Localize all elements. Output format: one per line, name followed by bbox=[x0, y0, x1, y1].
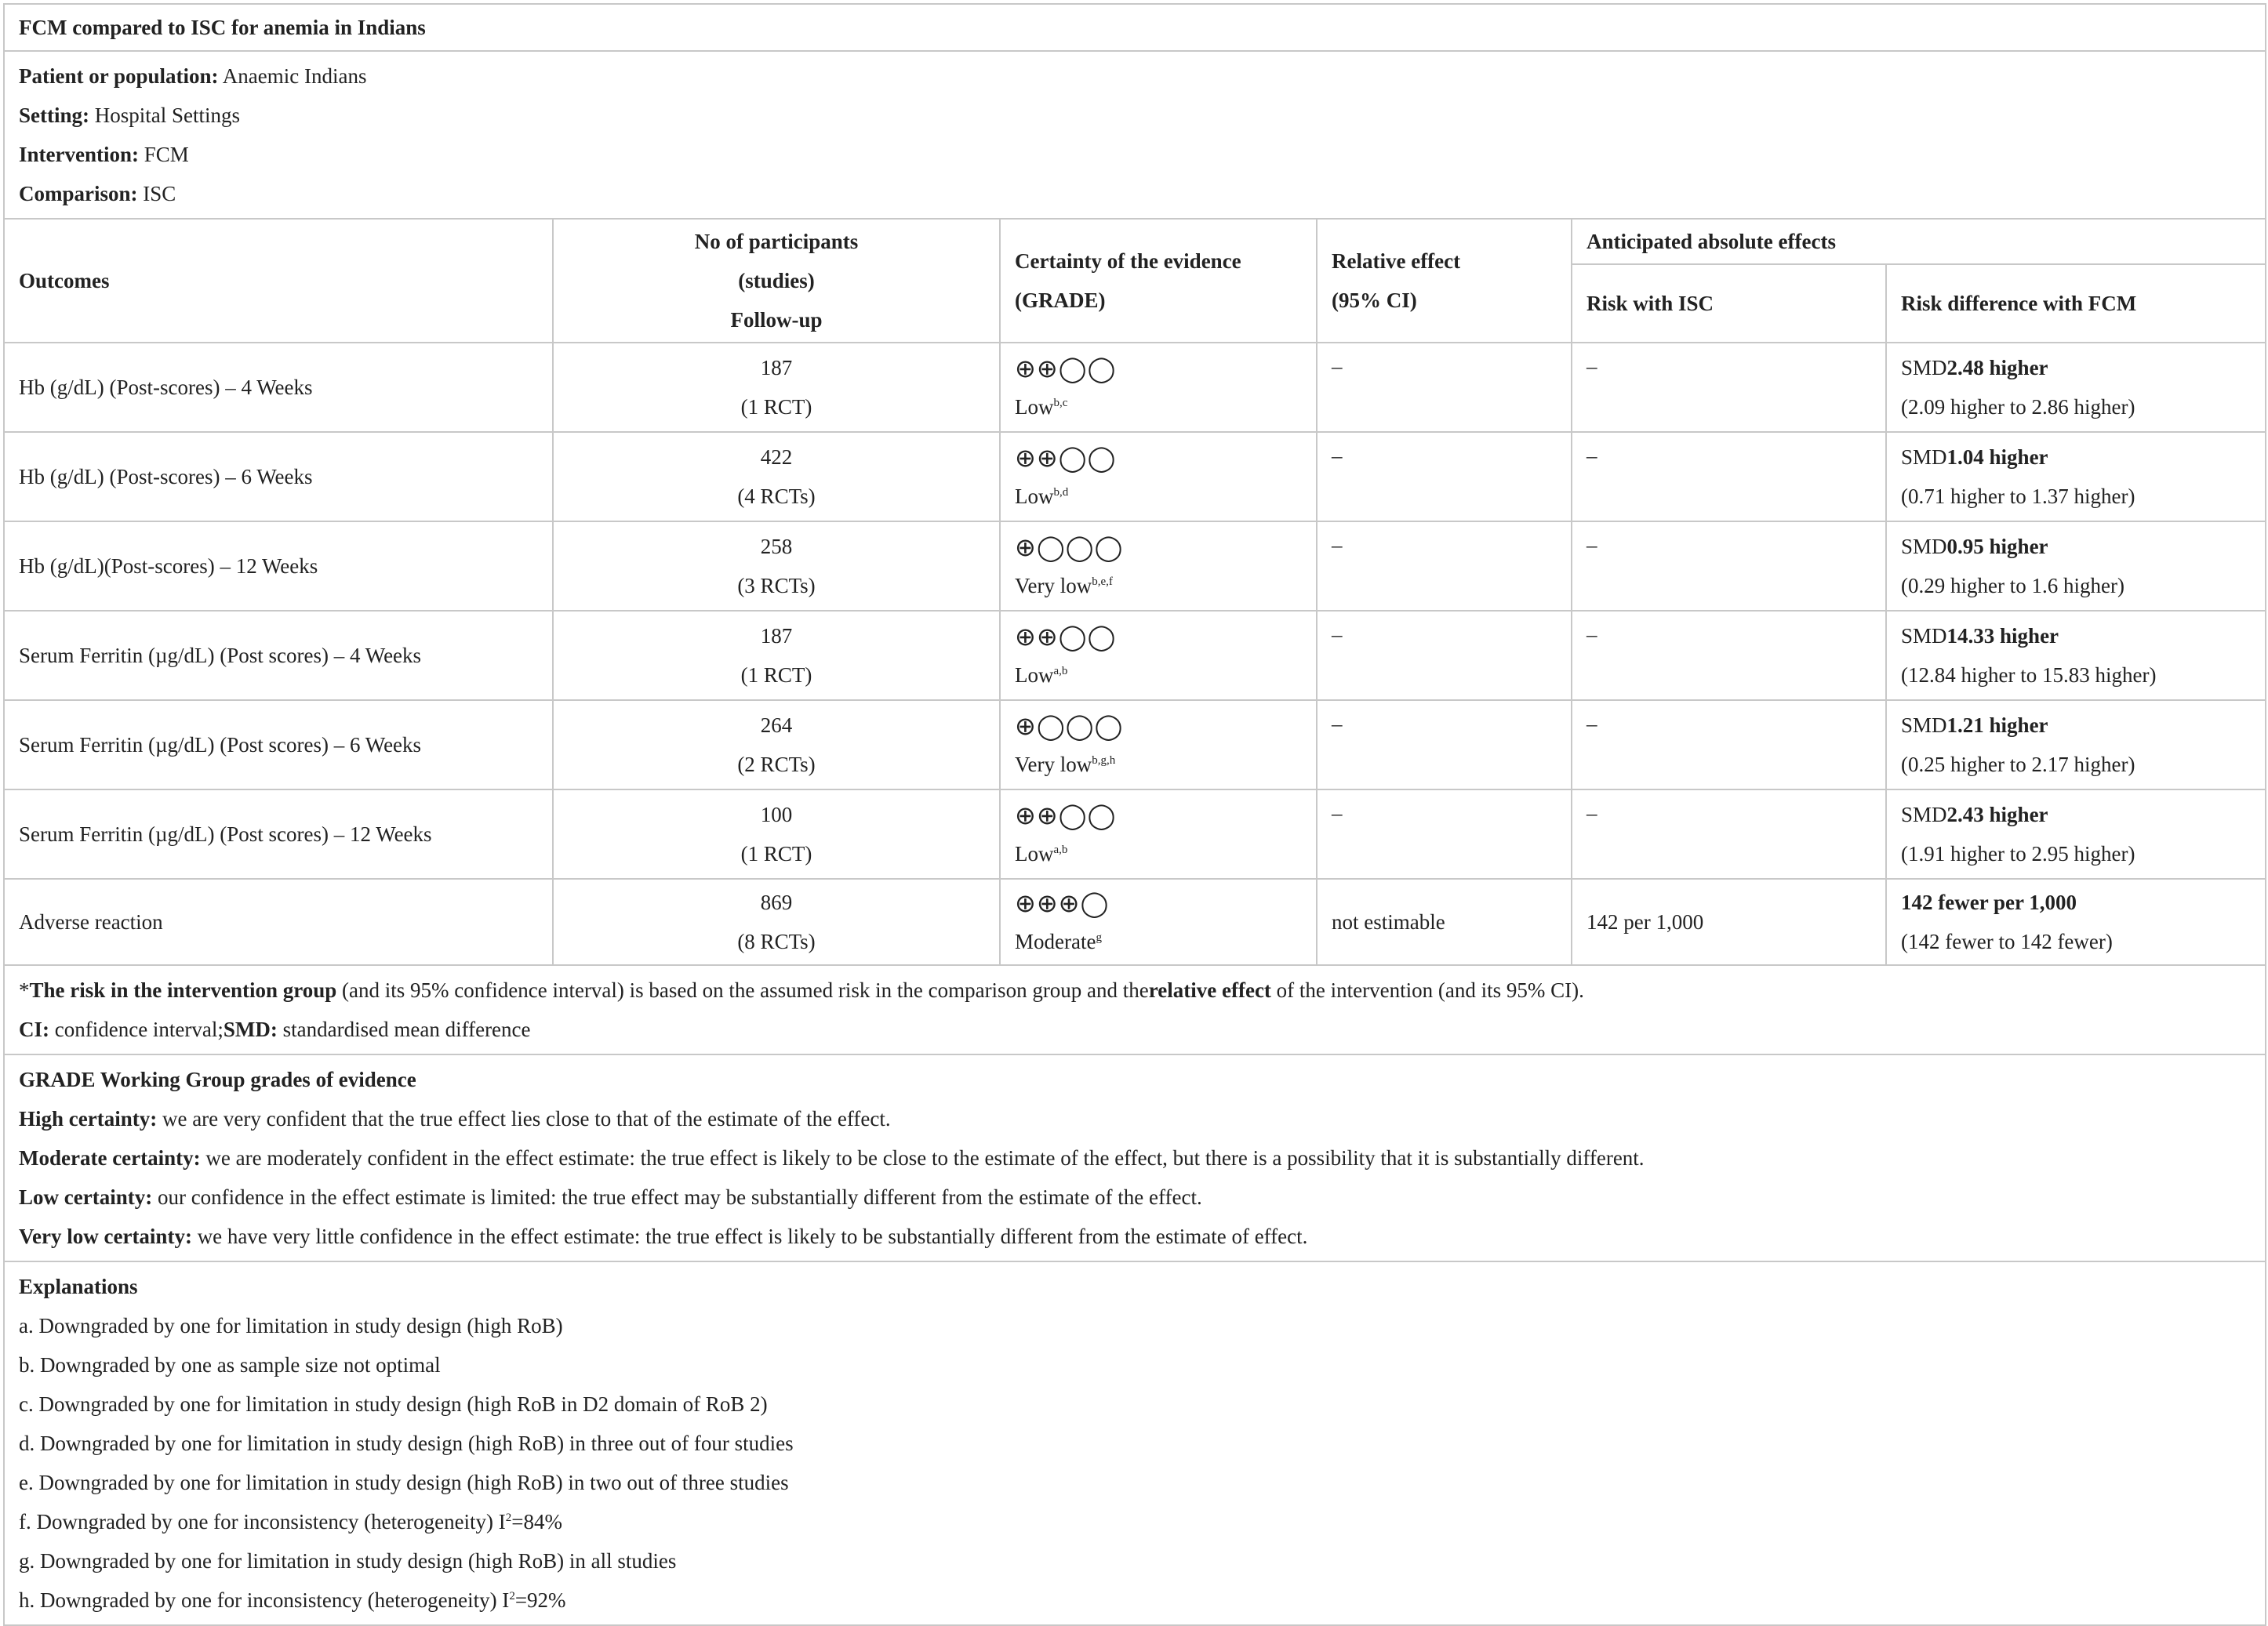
setting-label: Setting: bbox=[19, 103, 89, 127]
risk-difference-value: 1.04 higher bbox=[1946, 445, 2048, 469]
outcome-row bbox=[4, 343, 2266, 432]
header-certainty-line2: (GRADE) bbox=[1015, 289, 1106, 312]
comparison-label: Comparison: bbox=[19, 182, 138, 205]
explanation-superscript: 2 bbox=[505, 1512, 512, 1524]
certainty-label: Very low bbox=[1015, 574, 1092, 597]
certainty-footnote-refs: b,c bbox=[1053, 397, 1068, 409]
footnote-abbrev-line bbox=[19, 1010, 2251, 1049]
risk-isc-cell: – bbox=[1572, 521, 1886, 611]
footnote-text-2: of the intervention (and its 95% CI). bbox=[1270, 978, 1584, 1002]
certainty-footnote-refs: b,d bbox=[1053, 486, 1069, 499]
header-participants bbox=[553, 219, 1000, 343]
outcome-row bbox=[4, 611, 2266, 700]
certainty-label: Moderate bbox=[1015, 930, 1096, 953]
explanation-text: h. Downgraded by one for inconsistency (heterogeneity) I bbox=[19, 1588, 510, 1612]
certainty-cell bbox=[1000, 789, 1317, 879]
certainty-label: Low bbox=[1015, 663, 1054, 687]
risk-difference-cell bbox=[1886, 879, 2266, 965]
risk-difference-value: 2.43 higher bbox=[1946, 803, 2048, 826]
explanation-items bbox=[19, 1306, 2251, 1620]
participants-count: 264 bbox=[760, 713, 793, 737]
outcome-row bbox=[4, 521, 2266, 611]
header-certainty-line1: Certainty of the evidence bbox=[1015, 249, 1241, 273]
header-relative-line2: (95% CI) bbox=[1332, 289, 1417, 312]
explanation-item bbox=[19, 1463, 2251, 1502]
footnote-star: * bbox=[19, 978, 30, 1002]
relative-effect-cell: – bbox=[1317, 521, 1572, 611]
risk-difference-prefix: SMD bbox=[1901, 624, 1947, 648]
participants-count: 187 bbox=[760, 356, 793, 379]
grade-text: our confidence in the effect estimate is limited: the true effect may be substantially different from the estimate of the effect. bbox=[152, 1185, 1202, 1209]
explanation-tail: =92% bbox=[514, 1588, 566, 1612]
explanation-text: a. Downgraded by one for limitation in study design (high RoB) bbox=[19, 1314, 563, 1337]
outcome-cell: Serum Ferritin (µg/dL) (Post scores) – 12 Weeks bbox=[4, 789, 553, 879]
grade-text: we are very confident that the true effect lies close to that of the estimate of the effect. bbox=[157, 1107, 891, 1131]
certainty-footnote-refs: a,b bbox=[1053, 844, 1068, 856]
certainty-label: Low bbox=[1015, 485, 1054, 508]
participants-cell bbox=[553, 611, 1000, 700]
explanation-item bbox=[19, 1385, 2251, 1424]
risk-difference-prefix: SMD bbox=[1901, 713, 1947, 737]
explanation-item bbox=[19, 1306, 2251, 1345]
ci-label: CI: bbox=[19, 1018, 49, 1041]
certainty-footnote-refs: a,b bbox=[1053, 665, 1068, 677]
grade-heading: GRADE Working Group grades of evidence bbox=[19, 1068, 416, 1091]
grade-item bbox=[19, 1217, 2251, 1256]
explanation-item bbox=[19, 1502, 2251, 1541]
table-title: FCM compared to ISC for anemia in Indians bbox=[4, 4, 2266, 51]
studies-count: (4 RCTs) bbox=[737, 485, 816, 508]
certainty-symbols-icon: ⊕⊕◯◯ bbox=[1015, 622, 1117, 651]
explanations-block bbox=[4, 1261, 2266, 1625]
risk-difference-range: (12.84 higher to 15.83 higher) bbox=[1901, 663, 2157, 687]
certainty-symbols-icon: ⊕◯◯◯ bbox=[1015, 711, 1124, 741]
certainty-symbols-icon: ⊕⊕◯◯ bbox=[1015, 800, 1117, 830]
outcome-row bbox=[4, 879, 2266, 965]
certainty-cell bbox=[1000, 521, 1317, 611]
risk-difference-range: (2.09 higher to 2.86 higher) bbox=[1901, 395, 2135, 419]
risk-isc-cell: – bbox=[1572, 611, 1886, 700]
grade-items bbox=[19, 1099, 2251, 1256]
risk-difference-range: (0.25 higher to 2.17 higher) bbox=[1901, 753, 2135, 776]
header-certainty bbox=[1000, 219, 1317, 343]
studies-count: (1 RCT) bbox=[740, 842, 812, 866]
risk-difference-cell bbox=[1886, 521, 2266, 611]
footnote-text-1: (and its 95% confidence interval) is based on the assumed risk in the comparison group and the bbox=[336, 978, 1149, 1002]
risk-isc-cell: 142 per 1,000 bbox=[1572, 879, 1886, 965]
explanation-item bbox=[19, 1581, 2251, 1620]
risk-difference-cell bbox=[1886, 611, 2266, 700]
outcome-cell: Adverse reaction bbox=[4, 879, 553, 965]
studies-count: (2 RCTs) bbox=[737, 753, 816, 776]
risk-isc-cell: – bbox=[1572, 700, 1886, 789]
setting-value: Hospital Settings bbox=[94, 103, 241, 127]
relative-effect-cell: – bbox=[1317, 700, 1572, 789]
explanation-item bbox=[19, 1345, 2251, 1385]
explanation-text: b. Downgraded by one as sample size not optimal bbox=[19, 1353, 441, 1377]
explanation-text: f. Downgraded by one for inconsistency (heterogeneity) I bbox=[19, 1510, 506, 1533]
studies-count: (8 RCTs) bbox=[737, 930, 816, 953]
certainty-symbols-icon: ⊕⊕◯◯ bbox=[1015, 443, 1117, 473]
footnote-bold-risk: The risk in the intervention group bbox=[29, 978, 337, 1002]
outcome-row bbox=[4, 432, 2266, 521]
explanation-item bbox=[19, 1424, 2251, 1463]
certainty-cell bbox=[1000, 700, 1317, 789]
risk-difference-value: 14.33 higher bbox=[1946, 624, 2059, 648]
certainty-cell bbox=[1000, 432, 1317, 521]
participants-cell bbox=[553, 789, 1000, 879]
patient-label: Patient or population: bbox=[19, 64, 219, 88]
header-risk-difference: Risk difference with FCM bbox=[1886, 264, 2266, 343]
participants-count: 258 bbox=[760, 535, 793, 558]
certainty-footnote-refs: b,e,f bbox=[1092, 575, 1113, 588]
risk-difference-cell bbox=[1886, 700, 2266, 789]
smd-text: standardised mean difference bbox=[277, 1018, 531, 1041]
participants-count: 187 bbox=[760, 624, 793, 648]
grade-text: we have very little confidence in the effect estimate: the true effect is likely to be substantially different from the estimate of effect. bbox=[191, 1225, 1308, 1248]
risk-difference-range: (0.29 higher to 1.6 higher) bbox=[1901, 574, 2124, 597]
footnote-bold-relative: relative effect bbox=[1148, 978, 1271, 1002]
risk-difference-range: (1.91 higher to 2.95 higher) bbox=[1901, 842, 2135, 866]
outcome-cell: Hb (g/dL)(Post-scores) – 12 Weeks bbox=[4, 521, 553, 611]
certainty-label: Low bbox=[1015, 842, 1054, 866]
risk-difference-prefix: SMD bbox=[1901, 803, 1947, 826]
header-anticipated: Anticipated absolute effects bbox=[1572, 219, 2266, 264]
grade-label: Very low certainty: bbox=[19, 1225, 192, 1248]
smd-label: SMD: bbox=[223, 1018, 278, 1041]
studies-count: (1 RCT) bbox=[740, 663, 812, 687]
risk-difference-prefix: SMD bbox=[1901, 535, 1947, 558]
explanation-text: c. Downgraded by one for limitation in study design (high RoB in D2 domain of RoB 2) bbox=[19, 1392, 768, 1416]
outcome-cell: Serum Ferritin (µg/dL) (Post scores) – 6 Weeks bbox=[4, 700, 553, 789]
outcome-row bbox=[4, 700, 2266, 789]
relative-effect-cell: – bbox=[1317, 611, 1572, 700]
risk-difference-range: (0.71 higher to 1.37 higher) bbox=[1901, 485, 2135, 508]
summary-of-findings bbox=[3, 3, 2265, 1626]
risk-difference-value: 2.48 higher bbox=[1946, 356, 2048, 379]
certainty-label: Low bbox=[1015, 395, 1054, 419]
patient-value: Anaemic Indians bbox=[222, 64, 367, 88]
relative-effect-cell: not estimable bbox=[1317, 879, 1572, 965]
participants-count: 869 bbox=[760, 891, 793, 914]
sof-table bbox=[3, 3, 2266, 1626]
outcome-cell: Serum Ferritin (µg/dL) (Post scores) – 4 Weeks bbox=[4, 611, 553, 700]
studies-count: (1 RCT) bbox=[740, 395, 812, 419]
grade-label: Moderate certainty: bbox=[19, 1146, 201, 1170]
footnote-risk-line bbox=[19, 971, 2251, 1010]
risk-difference-prefix: SMD bbox=[1901, 356, 1947, 379]
risk-isc-cell: – bbox=[1572, 343, 1886, 432]
grade-text: we are moderately confident in the effect estimate: the true effect is likely to be close to the estimate of the effect, but there is a possibility that it is substantially different. bbox=[200, 1146, 1645, 1170]
setting-line bbox=[19, 96, 2251, 135]
participants-cell bbox=[553, 432, 1000, 521]
patient-line bbox=[19, 56, 2251, 96]
studies-count: (3 RCTs) bbox=[737, 574, 816, 597]
grade-item bbox=[19, 1138, 2251, 1178]
ci-text: confidence interval; bbox=[49, 1018, 224, 1041]
outcome-rows bbox=[4, 343, 2266, 965]
certainty-cell bbox=[1000, 343, 1317, 432]
grade-item bbox=[19, 1099, 2251, 1138]
risk-difference-value: 0.95 higher bbox=[1946, 535, 2048, 558]
grade-label: High certainty: bbox=[19, 1107, 158, 1131]
participants-count: 422 bbox=[760, 445, 793, 469]
certainty-footnote-refs: b,g,h bbox=[1092, 754, 1116, 767]
header-relative-line1: Relative effect bbox=[1332, 249, 1461, 273]
participants-cell bbox=[553, 521, 1000, 611]
explanation-superscript: 2 bbox=[509, 1590, 515, 1602]
footnote-block bbox=[4, 965, 2266, 1054]
participants-cell bbox=[553, 879, 1000, 965]
header-participants-line1: No of participants bbox=[694, 230, 859, 253]
intervention-line bbox=[19, 135, 2251, 174]
explanation-text: g. Downgraded by one for limitation in study design (high RoB) in all studies bbox=[19, 1549, 677, 1573]
relative-effect-cell: – bbox=[1317, 789, 1572, 879]
relative-effect-cell: – bbox=[1317, 343, 1572, 432]
grade-label: Low certainty: bbox=[19, 1185, 153, 1209]
population-block bbox=[4, 51, 2266, 219]
header-participants-line3: Follow-up bbox=[730, 308, 823, 332]
certainty-symbols-icon: ⊕⊕⊕◯ bbox=[1015, 888, 1110, 918]
certainty-cell bbox=[1000, 879, 1317, 965]
risk-difference-cell bbox=[1886, 432, 2266, 521]
certainty-footnote-refs: g bbox=[1096, 931, 1102, 944]
risk-difference-prefix: SMD bbox=[1901, 445, 1947, 469]
header-participants-line2: (studies) bbox=[738, 269, 815, 292]
certainty-symbols-icon: ⊕⊕◯◯ bbox=[1015, 354, 1117, 383]
risk-isc-cell: – bbox=[1572, 432, 1886, 521]
outcome-cell: Hb (g/dL) (Post-scores) – 4 Weeks bbox=[4, 343, 553, 432]
risk-difference-range: (142 fewer to 142 fewer) bbox=[1901, 930, 2113, 953]
grade-item bbox=[19, 1178, 2251, 1217]
explanation-item bbox=[19, 1541, 2251, 1581]
comparison-line bbox=[19, 174, 2251, 213]
relative-effect-cell: – bbox=[1317, 432, 1572, 521]
header-outcomes: Outcomes bbox=[4, 219, 553, 343]
certainty-label: Very low bbox=[1015, 753, 1092, 776]
certainty-cell bbox=[1000, 611, 1317, 700]
intervention-value: FCM bbox=[144, 143, 189, 166]
outcome-row bbox=[4, 789, 2266, 879]
risk-difference-value: 1.21 higher bbox=[1946, 713, 2048, 737]
explanation-tail: =84% bbox=[511, 1510, 563, 1533]
risk-difference-value: 142 fewer per 1,000 bbox=[1901, 891, 2077, 914]
participants-cell bbox=[553, 343, 1000, 432]
risk-difference-cell bbox=[1886, 343, 2266, 432]
grade-block bbox=[4, 1054, 2266, 1261]
header-risk-isc: Risk with ISC bbox=[1572, 264, 1886, 343]
intervention-label: Intervention: bbox=[19, 143, 139, 166]
comparison-value: ISC bbox=[143, 182, 176, 205]
risk-isc-cell: – bbox=[1572, 789, 1886, 879]
participants-cell bbox=[553, 700, 1000, 789]
outcome-cell: Hb (g/dL) (Post-scores) – 6 Weeks bbox=[4, 432, 553, 521]
explanation-text: e. Downgraded by one for limitation in study design (high RoB) in two out of three studies bbox=[19, 1471, 789, 1494]
explanation-text: d. Downgraded by one for limitation in study design (high RoB) in three out of four studies bbox=[19, 1432, 794, 1455]
header-relative-effect bbox=[1317, 219, 1572, 343]
certainty-symbols-icon: ⊕◯◯◯ bbox=[1015, 532, 1124, 562]
participants-count: 100 bbox=[760, 803, 793, 826]
risk-difference-cell bbox=[1886, 789, 2266, 879]
explanations-heading: Explanations bbox=[19, 1275, 138, 1298]
